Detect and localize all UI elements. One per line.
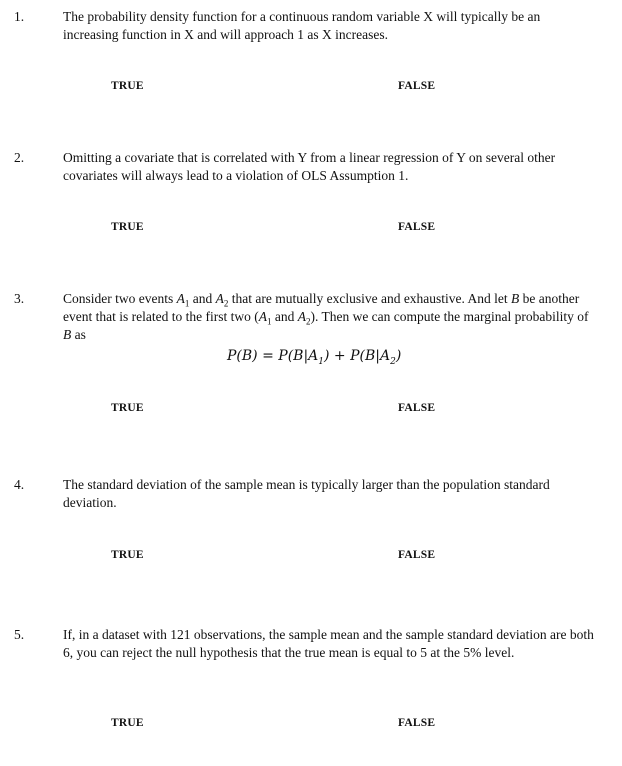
question-text: If, in a dataset with 121 observations, the sample mean and the sample standard deviation are both 6, you can reject the null hypothesis that the true mean is equal to 5 at the 5% level. <box>63 627 594 660</box>
true-option[interactable]: TRUE <box>111 402 144 414</box>
marginal-probability-formula: $P(B) = P(B|A_1) + P(B|A_2)$ <box>227 348 402 367</box>
true-option[interactable]: TRUE <box>111 549 144 561</box>
true-option[interactable]: TRUE <box>111 221 144 233</box>
true-option[interactable]: TRUE <box>111 80 144 92</box>
question-number: 1. <box>14 9 25 24</box>
false-option[interactable]: FALSE <box>398 402 436 414</box>
question-number: 3. <box>14 291 25 306</box>
true-option[interactable]: TRUE <box>111 717 144 729</box>
question-number: 4. <box>14 477 25 492</box>
question-text: The standard deviation of the sample mean is typically larger than the population standard deviation. <box>63 477 550 510</box>
question-number: 5. <box>14 627 25 642</box>
false-option[interactable]: FALSE <box>398 549 436 561</box>
question-text: The probability density function for a continuous random variable X will typically be an increasing function in X and will approach 1 as X increases. <box>63 9 541 42</box>
false-option[interactable]: FALSE <box>398 221 436 233</box>
question-text: Omitting a covariate that is correlated with Y from a linear regression of Y on several other covariates will always lead to a violation of OLS Assumption 1. <box>63 150 556 183</box>
false-option[interactable]: FALSE <box>398 80 436 92</box>
question-text: Consider two events $A_1$ and $A_2$ that are mutually exclusive and exhaustive. And let B be another event that is related to the first two ($A_1$ and $A_2$). Then we can compute the marginal probability of B as <box>63 291 589 342</box>
question-number: 2. <box>14 150 25 165</box>
false-option[interactable]: FALSE <box>398 717 436 729</box>
